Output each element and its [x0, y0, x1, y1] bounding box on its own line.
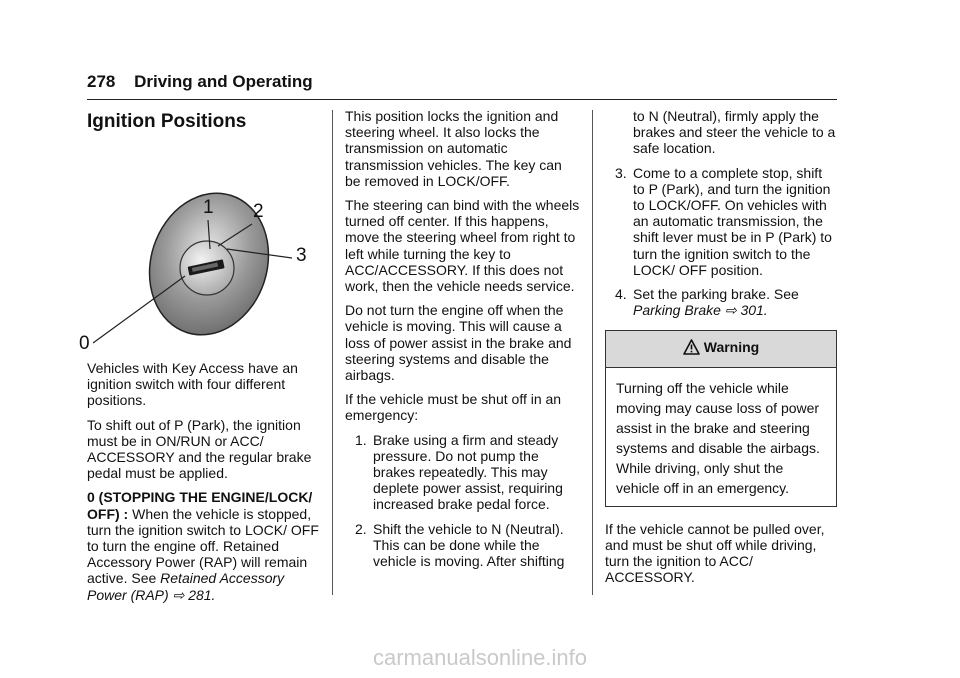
ignition-switch-diagram — [79, 146, 322, 354]
column-3 — [605, 108, 837, 593]
list-item: 3. Come to a complete stop, shift to P (Park), and turn the ignition to LOCK/OFF. On vehicles with an automatic transmission, the shift lever must be in P (Park) to turn the ignition switch to the LOCK/ OFF position. — [615, 164, 832, 278]
warning-title: Warning — [703, 339, 760, 356]
column-divider — [592, 110, 593, 595]
paragraph: Do not turn the engine off when the vehicle is moving. This will cause a loss of power assist in the brake and steering systems and disable the airbags. — [345, 302, 572, 384]
position-2-label: 2 — [253, 201, 264, 222]
emergency-steps-list — [345, 432, 580, 570]
paragraph: 0 (STOPPING THE ENGINE/LOCK/ OFF) : When the vehicle is stopped, turn the ignition switch to LOCK/ OFF to turn the engine off. Retained Accessory Power (RAP) will remain active. See Retained Accessory Power (RAP) ⇨ 281. — [87, 489, 319, 603]
column-1 — [79, 100, 322, 611]
watermark: carmanualsonline.info — [372, 645, 588, 670]
warning-header — [606, 331, 836, 367]
paragraph: If the vehicle must be shut off in an emergency: — [345, 391, 562, 424]
list-item: 4. Set the parking brake. See Parking Brake ⇨ 301. — [615, 286, 799, 319]
column-2 — [345, 108, 580, 577]
column-divider — [332, 110, 333, 595]
paragraph: This position locks the ignition and steering wheel. It also locks the transmission on automatic transmission vehicles. The key can be removed in LOCK/OFF. — [345, 108, 562, 189]
section-heading: Ignition Positions — [87, 111, 247, 132]
cross-reference-link[interactable]: Retained Accessory Power (RAP) — [87, 570, 285, 603]
page-header — [87, 72, 313, 92]
list-item-continued: to N (Neutral), firmly apply the brakes and steer the vehicle to a safe location. — [633, 108, 836, 157]
list-item: 2. Shift the vehicle to N (Neutral). This can be done while the vehicle is moving. After shifting — [355, 520, 565, 570]
position-0-label: 0 — [79, 333, 90, 354]
warning-text: Turning off the vehicle while moving may cause loss of power assist in the brake and steering systems and disable the airbags. While driving, only shut the vehicle off in an emergency. — [616, 379, 820, 496]
ignition-switch-figure — [79, 146, 322, 354]
paragraph: If the vehicle cannot be pulled over, and must be shut off while driving, turn the ignition to ACC/ ACCESSORY. — [605, 520, 825, 586]
warning-triangle-icon — [683, 339, 700, 358]
list-item: 1. Brake using a firm and steady pressure. Do not pump the brakes repeatedly. This may deplete power assist, requiring increased brake pedal force. — [355, 431, 563, 513]
position-3-label: 3 — [296, 245, 307, 266]
page-reference: ⇨ 301. — [724, 302, 768, 319]
position-1-label: 1 — [203, 197, 214, 218]
position-term: 0 (STOPPING THE ENGINE/LOCK/ OFF) : — [87, 489, 313, 522]
page-number: 278 — [87, 72, 116, 91]
paragraph: To shift out of P (Park), the ignition must be in ON/RUN or ACC/ ACCESSORY and the regular brake pedal must be applied. — [87, 416, 312, 482]
cross-reference-link[interactable]: Parking Brake — [633, 302, 721, 319]
section-title: Driving and Operating — [134, 72, 313, 91]
emergency-steps-list-continued — [605, 165, 837, 319]
paragraph: The steering can bind with the wheels turned off center. If this happens, move the steering wheel from right to left while turning the key to ACC/ACCESSORY. If this does not work, then the vehicle needs service. — [345, 197, 580, 295]
paragraph: Vehicles with Key Access have an ignition switch with four different positions. — [87, 360, 298, 409]
page-reference: ⇨ 281. — [172, 586, 216, 603]
warning-box — [605, 330, 837, 506]
